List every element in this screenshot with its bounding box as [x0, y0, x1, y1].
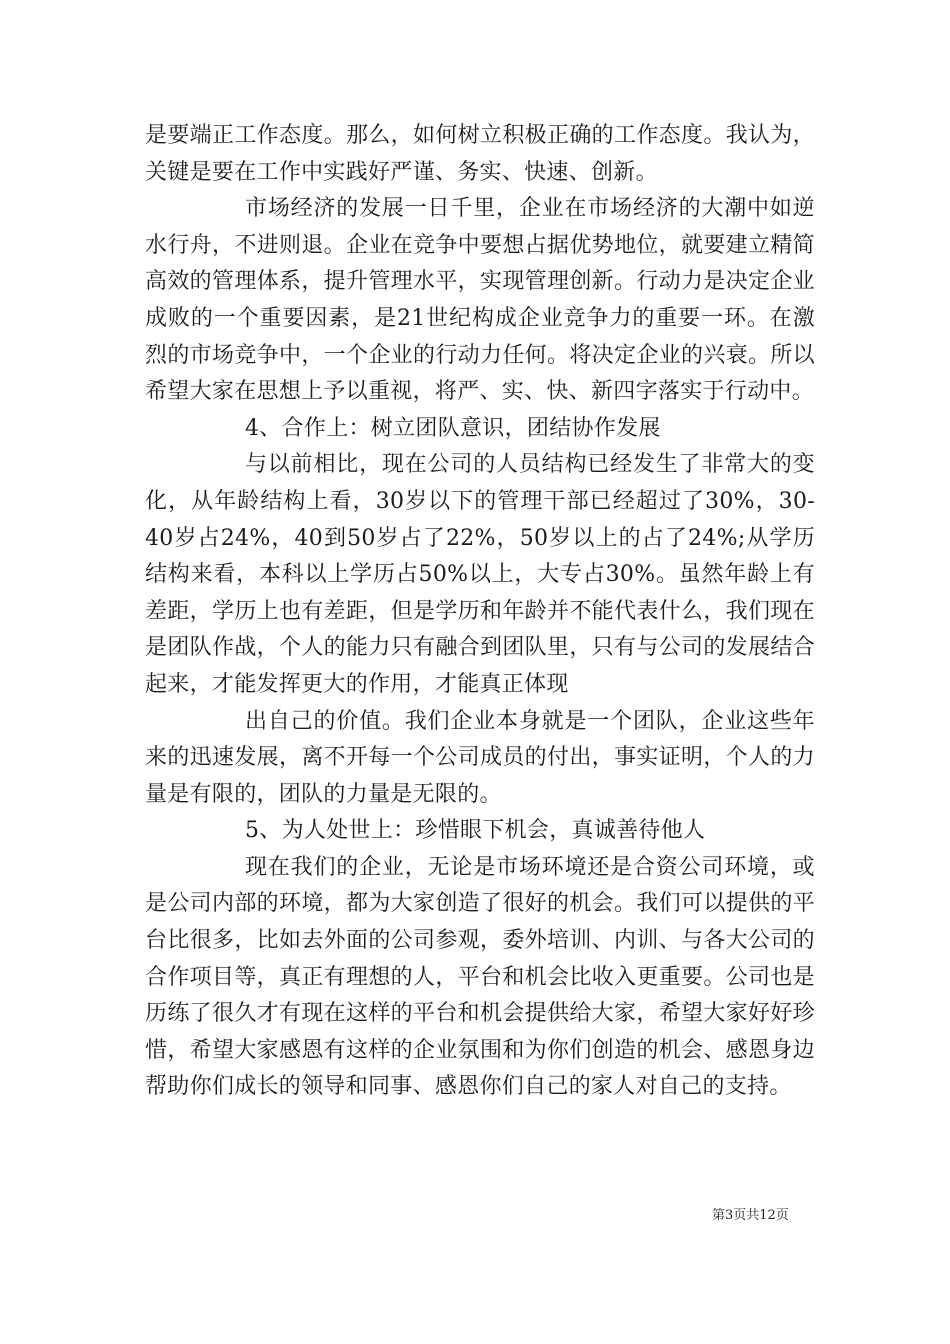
- paragraph: 与以前相比，现在公司的人员结构已经发生了非常大的变化，从年龄结构上看，30岁以下的管理干部已经超过了30%，30-40岁占24%，40到50岁占了22%，50岁以上的占了24%;从学历结构来看，本科以上学历占50%以上，大专占30%。虽然年龄上有差距，学历上也有差距，但是学历和年龄并不能代表什么，我们现在是团队作战，个人的能力只有融合到团队里，只有与公司的发展结合起来，才能发挥更大的作用，才能真正体现: [145, 452, 815, 697]
- page-number: 第3页共12页: [712, 1208, 789, 1223]
- paragraph: 现在我们的企业，无论是市场环境还是合资公司环境，或是公司内部的环境，都为大家创造了很好的机会。我们可以提供的平台比很多，比如去外面的公司参观，委外培训、内训、与各大公司的合作项目等，真正有理想的人，平台和机会比收入更重要。公司也是历练了很久才有现在这样的平台和机会提供给大家，希望大家好好珍惜，希望大家感恩有这样的企业氛围和为你们创造的机会、感恩身边帮助你们成长的领导和同事、感恩你们自己的家人对自己的支持。: [145, 854, 815, 1100]
- section-heading: 5、为人处世上：珍惜眼下机会，真诚善待他人: [245, 818, 706, 844]
- paragraph: 是要端正工作态度。那么，如何树立积极正确的工作态度。我认为，关键是要在工作中实践好严谨、务实、快速、创新。: [145, 123, 815, 185]
- paragraph: 出自己的价值。我们企业本身就是一个团队，企业这些年来的迅速发展，离不开每一个公司成员的付出，事实证明，个人的力量是有限的，团队的力量是无限的。: [145, 708, 815, 807]
- paragraph: 市场经济的发展一日千里，企业在市场经济的大潮中如逆水行舟，不进则退。企业在竞争中要想占据优势地位，就要建立精简高效的管理体系，提升管理水平，实现管理创新。行动力是决定企业成败的一个重要因素，是21世纪构成企业竞争力的重要一环。在激烈的市场竞争中，一个企业的行动力任何。将决定企业的兴衰。所以希望大家在思想上予以重视，将严、实、快、新四字落实于行动中。: [145, 196, 815, 405]
- section-heading: 4、合作上：树立团队意识，团结协作发展: [245, 415, 661, 441]
- document-body: [145, 118, 815, 1106]
